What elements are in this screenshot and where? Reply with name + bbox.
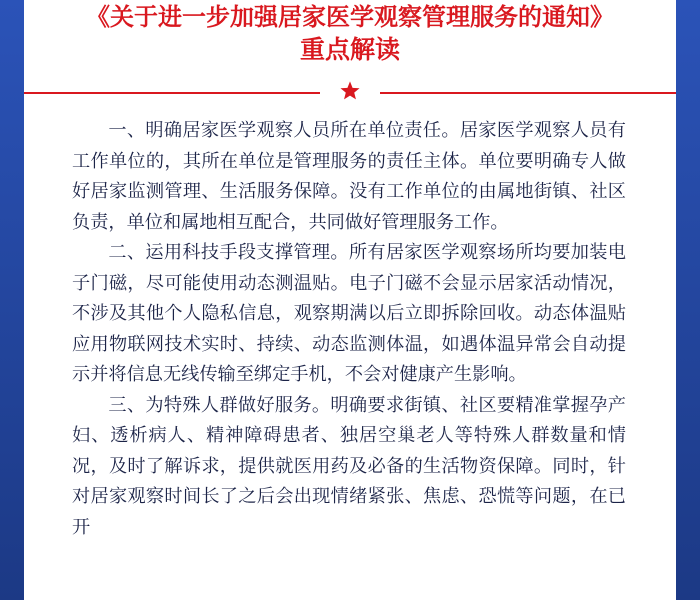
background-edge-left bbox=[0, 0, 24, 600]
paragraph-1: 一、明确居家医学观察人员所在单位责任。居家医学观察人员有工作单位的，其所在单位是管理服务的责任主体。单位要明确专人做好居家监测管理、生活服务保障。没有工作单位的由属地街镇、社区负责，单位和属地相互配合，共同做好管理服务工作。 bbox=[72, 120, 626, 233]
notice-content bbox=[72, 116, 626, 543]
notice-card bbox=[24, 0, 676, 600]
paragraph-3: 三、为特殊人群做好服务。明确要求街镇、社区要精准掌握孕产妇、透析病人、精神障碍患者、独居空巢老人等特殊人群数量和情况，及时了解诉求，提供就医用药及必备的生活物资保障。同时，针对居家观察时间长了之后会出现情绪紧张、焦虑、恐慌等问题，在已开 bbox=[72, 394, 626, 538]
star-icon bbox=[339, 80, 361, 102]
page-subtitle: 重点解读 bbox=[299, 35, 400, 64]
paragraph-2: 二、运用科技手段支撑管理。所有居家医学观察场所均要加装电子门磁，尽可能使用动态测温贴。电子门磁不会显示居家活动情况，不涉及其他个人隐私信息，观察期满以后立即拆除回收。动态体温贴应用物联网技术实时、持续、动态监测体温，如遇体温异常会自动提示并将信息无线传输至绑定手机，不会对健康产生影响。 bbox=[72, 242, 626, 385]
background-edge-right bbox=[676, 0, 700, 600]
divider-left bbox=[24, 92, 320, 94]
page-title: 《关于进一步加强居家医学观察管理服务的通知》 bbox=[86, 3, 614, 31]
divider-right bbox=[380, 92, 676, 94]
